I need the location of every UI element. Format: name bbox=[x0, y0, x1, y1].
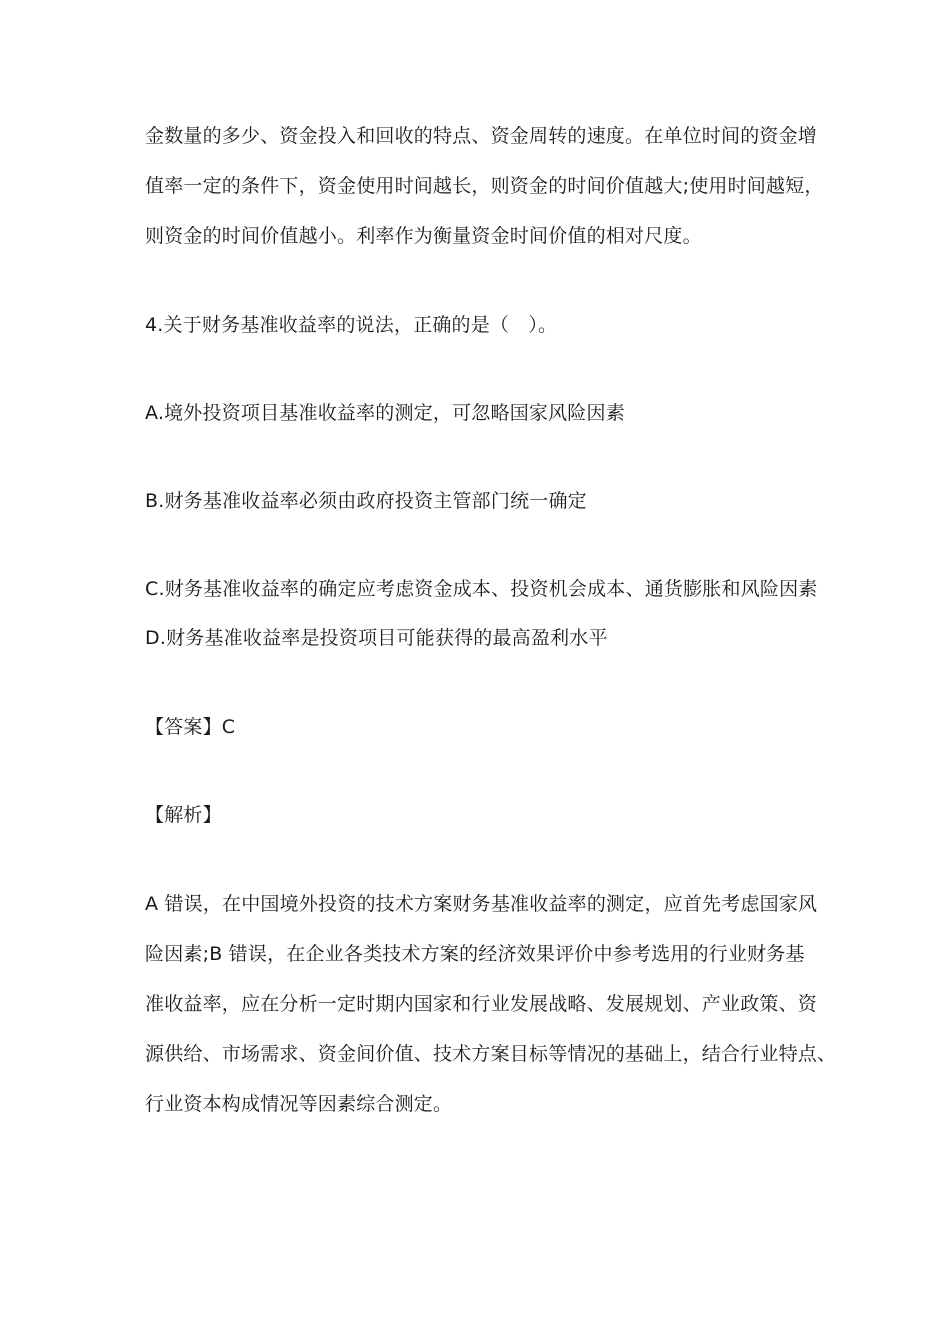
option-c: C.财务基准收益率的确定应考虑资金成本、投资机会成本、通货膨胀和风险因素 bbox=[145, 578, 818, 600]
intro-line-1: 金数量的多少、资金投入和回收的特点、资金周转的速度。在单位时间的资金增 bbox=[145, 125, 818, 147]
analysis-line-5: 行业资本构成情况等因素综合测定。 bbox=[145, 1093, 453, 1115]
answer-text: 【答案】C bbox=[145, 716, 236, 738]
option-a: A.境外投资项目基准收益率的测定，可忽略国家风险因素 bbox=[145, 402, 625, 424]
analysis-heading: 【解析】 bbox=[145, 804, 222, 826]
analysis-line-3: 准收益率，应在分析一定时期内国家和行业发展战略、发展规划、产业政策、资 bbox=[145, 993, 818, 1015]
option-d: D.财务基准收益率是投资项目可能获得的最高盈利水平 bbox=[145, 627, 608, 649]
analysis-line-1: A 错误，在中国境外投资的技术方案财务基准收益率的测定，应首先考虑国家风 bbox=[145, 893, 818, 915]
option-b: B.财务基准收益率必须由政府投资主管部门统一确定 bbox=[145, 490, 587, 512]
analysis-line-4: 源供给、市场需求、资金间价值、技术方案目标等情况的基础上，结合行业特点、 bbox=[145, 1043, 837, 1065]
intro-line-3: 则资金的时间价值越小。利率作为衡量资金时间价值的相对尺度。 bbox=[145, 225, 702, 247]
intro-line-2: 值率一定的条件下，资金使用时间越长，则资金的时间价值越大;使用时间越短， bbox=[145, 175, 824, 197]
analysis-line-2: 险因素;B 错误，在企业各类技术方案的经济效果评价中参考选用的行业财务基 bbox=[145, 943, 805, 965]
question-stem: 4.关于财务基准收益率的说法，正确的是（ ）。 bbox=[145, 314, 558, 336]
